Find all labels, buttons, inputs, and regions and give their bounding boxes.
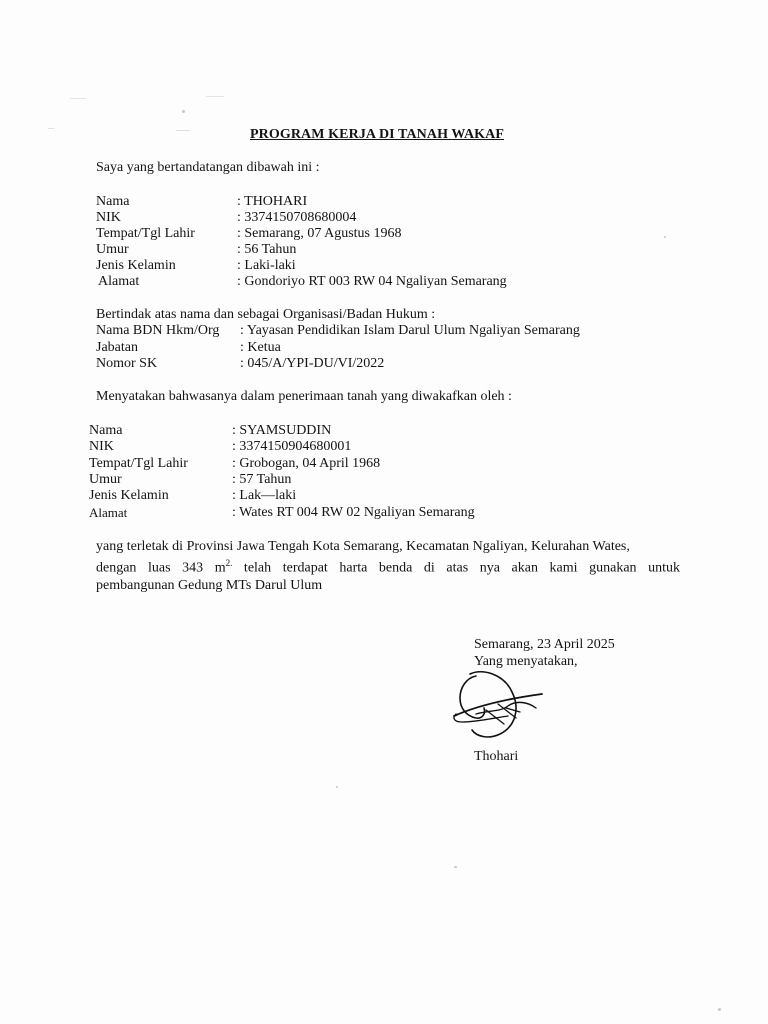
field-label: Nomor SK xyxy=(96,356,158,371)
place-date: Semarang, 23 April 2025 xyxy=(474,637,615,652)
field-label: Tempat/Tgl Lahir xyxy=(96,226,195,241)
field-value: : THOHARI xyxy=(237,194,308,209)
field-label: Jenis Kelamin xyxy=(96,258,176,273)
field-label: Umur xyxy=(96,242,129,257)
signer-name: Thohari xyxy=(474,749,519,764)
handwritten-signature xyxy=(446,664,552,744)
scan-speck xyxy=(336,786,338,788)
closing-text: telah terdapat harta benda di atas nya akan kami gunakan untuk xyxy=(232,560,680,576)
field-value: : 3374150708680004 xyxy=(237,210,357,225)
field-value: : Yayasan Pendidikan Islam Darul Ulum Ngaliyan Semarang xyxy=(240,323,580,338)
field-label: Jenis Kelamin xyxy=(89,488,169,503)
document-title: PROGRAM KERJA DI TANAH WAKAF xyxy=(250,127,505,142)
scan-speck xyxy=(176,130,190,131)
scan-speck xyxy=(206,96,224,97)
field-value: : 57 Tahun xyxy=(232,472,292,487)
field-label: Umur xyxy=(89,472,122,487)
field-value: : Gondoriyo RT 003 RW 04 Ngaliyan Semarang xyxy=(237,274,507,289)
closing-line xyxy=(96,555,680,577)
field-label: Alamat xyxy=(89,505,128,520)
closing-paragraph xyxy=(96,538,680,594)
field-label: Nama BDN Hkm/Org xyxy=(96,323,220,338)
field-label: NIK xyxy=(89,439,114,454)
field-value: : SYAMSUDDIN xyxy=(232,423,332,438)
field-value: : Grobogan, 04 April 1968 xyxy=(232,456,381,471)
field-value: : 56 Tahun xyxy=(237,242,297,257)
field-value: : Wates RT 004 RW 02 Ngaliyan Semarang xyxy=(232,505,475,520)
organization-intro: Bertindak atas nama dan sebagai Organisasi/Badan Hukum : xyxy=(96,307,436,322)
field-label: Jabatan xyxy=(96,340,138,355)
field-value: : 3374150904680001 xyxy=(232,439,352,454)
field-label: NIK xyxy=(96,210,121,225)
scan-speck xyxy=(664,236,666,238)
field-value: : Lak—laki xyxy=(232,488,297,503)
signer-role: Yang menyatakan, xyxy=(474,654,578,669)
closing-line: pembangunan Gedung MTs Darul Ulum xyxy=(96,577,323,593)
field-label: Nama xyxy=(89,423,123,438)
scan-speck xyxy=(182,110,185,113)
scan-speck xyxy=(70,98,86,99)
scan-speck xyxy=(454,866,457,868)
field-value: : Semarang, 07 Agustus 1968 xyxy=(237,226,402,241)
statement-text: Menyatakan bahwasanya dalam penerimaan tanah yang diwakafkan oleh : xyxy=(96,389,512,404)
scan-speck xyxy=(48,128,54,129)
scan-speck xyxy=(718,1008,721,1011)
field-label: Nama xyxy=(96,194,130,209)
area-superscript: 2. xyxy=(225,558,233,568)
intro-text: Saya yang bertandatangan dibawah ini : xyxy=(96,160,320,175)
field-value: : 045/A/YPI-DU/VI/2022 xyxy=(240,356,385,371)
closing-line: yang terletak di Provinsi Jawa Tengah Kota Semarang, Kecamatan Ngaliyan, Kelurahan Wates, xyxy=(96,539,630,554)
field-label: Tempat/Tgl Lahir xyxy=(89,456,188,471)
field-value: : Ketua xyxy=(240,340,281,355)
closing-text: dengan luas 343 m xyxy=(96,560,226,576)
field-value: : Laki-laki xyxy=(237,258,296,273)
field-label: Alamat xyxy=(98,274,140,289)
